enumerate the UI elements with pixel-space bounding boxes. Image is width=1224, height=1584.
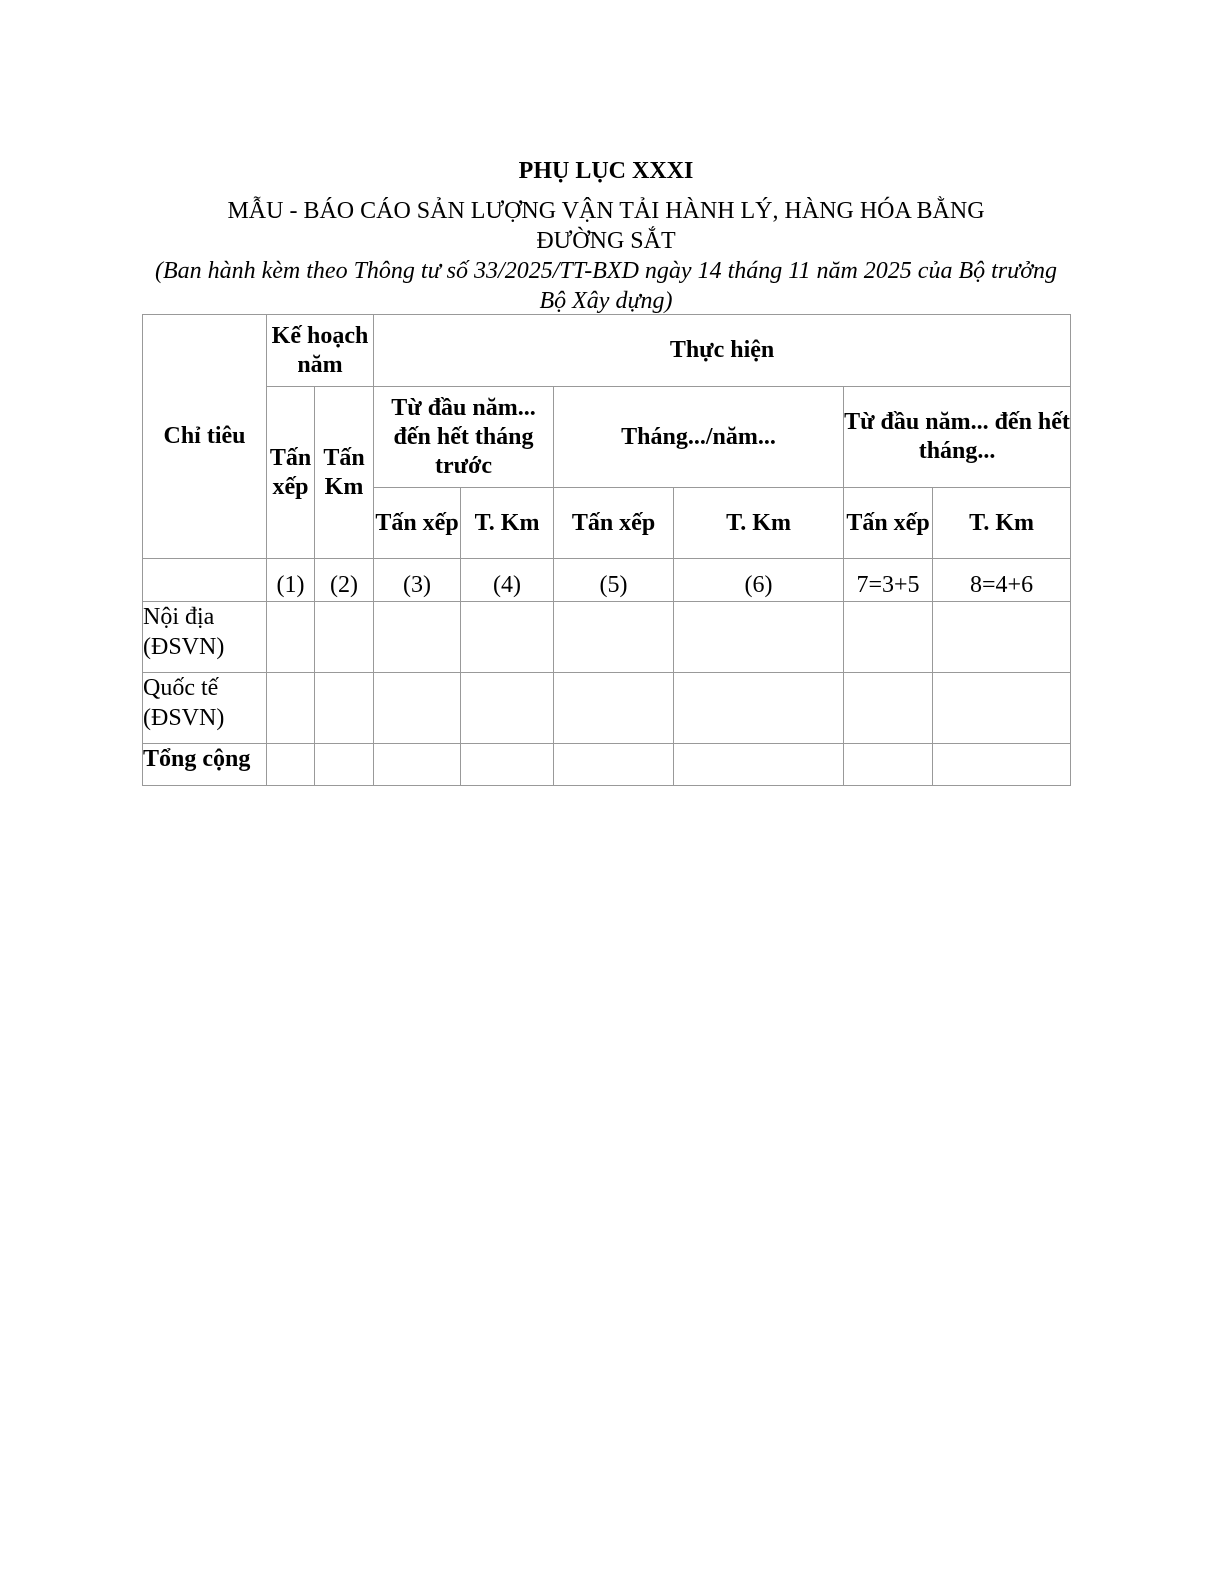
data-cell[interactable]: [267, 602, 315, 673]
data-cell[interactable]: [674, 602, 844, 673]
header-col-tons: Tấn xếp: [554, 488, 674, 559]
column-number: (4): [461, 559, 554, 602]
column-number: (5): [554, 559, 674, 602]
data-cell[interactable]: [374, 602, 461, 673]
header-plan: Kế hoạch năm: [267, 315, 374, 387]
table-row-domestic: [143, 602, 1071, 673]
column-number: (2): [315, 559, 374, 602]
column-number: (3): [374, 559, 461, 602]
table-row-total: [143, 744, 1071, 786]
table-row-international: [143, 673, 1071, 744]
appendix-heading: PHỤ LỤC XXXI: [518, 158, 694, 184]
document-subtitle: (Ban hành kèm theo Thông tư số 33/2025/TT-BXD ngày 14 tháng 11 năm 2025 của Bộ trưởng Bộ Xây dựng): [154, 258, 1058, 314]
column-number: (6): [674, 559, 844, 602]
column-number: 7=3+5: [844, 559, 933, 602]
header-col-tons: Tấn xếp: [844, 488, 933, 559]
header-plan-ton-km: Tấn Km: [315, 387, 374, 559]
data-cell[interactable]: [844, 602, 933, 673]
report-table: [142, 314, 1071, 786]
row-label: Nội địa (ĐSVN): [143, 602, 267, 673]
header-plan-tons: Tấn xếp: [267, 387, 315, 559]
header-row-2: [143, 387, 1071, 488]
data-cell[interactable]: [933, 602, 1071, 673]
header-col-ton-km: T. Km: [933, 488, 1071, 559]
header-period-month: Tháng.../năm...: [554, 387, 844, 488]
data-cell[interactable]: [461, 602, 554, 673]
header-period-cumulative: Từ đầu năm... đến hết tháng...: [844, 387, 1071, 488]
data-cell[interactable]: [461, 673, 554, 744]
header-actual: Thực hiện: [374, 315, 1071, 387]
column-number: (1): [267, 559, 315, 602]
data-cell[interactable]: [267, 744, 315, 786]
data-cell[interactable]: [933, 673, 1071, 744]
data-cell[interactable]: [554, 744, 674, 786]
data-cell[interactable]: [844, 673, 933, 744]
header-period-previous: Từ đầu năm... đến hết tháng trước: [374, 387, 554, 488]
row-label: Quốc tế (ĐSVN): [143, 673, 267, 744]
column-number: 8=4+6: [933, 559, 1071, 602]
data-cell[interactable]: [554, 673, 674, 744]
data-cell[interactable]: [674, 744, 844, 786]
data-cell[interactable]: [554, 602, 674, 673]
row-label: Tổng cộng: [143, 744, 267, 786]
data-cell[interactable]: [315, 744, 374, 786]
data-cell[interactable]: [933, 744, 1071, 786]
column-number-row: [143, 559, 1071, 602]
header-indicator: Chỉ tiêu: [143, 315, 267, 559]
data-cell[interactable]: [315, 602, 374, 673]
data-cell[interactable]: [315, 673, 374, 744]
header-col-ton-km: T. Km: [674, 488, 844, 559]
document-title: MẪU - BÁO CÁO SẢN LƯỢNG VẬN TẢI HÀNH LÝ, HÀNG HÓA BẰNG ĐƯỜNG SẮT: [227, 198, 985, 254]
data-cell[interactable]: [374, 673, 461, 744]
header-col-ton-km: T. Km: [461, 488, 554, 559]
data-cell[interactable]: [461, 744, 554, 786]
data-cell[interactable]: [267, 673, 315, 744]
data-cell[interactable]: [844, 744, 933, 786]
data-cell[interactable]: [674, 673, 844, 744]
column-number: [143, 559, 267, 602]
header-row-1: [143, 315, 1071, 387]
data-cell[interactable]: [374, 744, 461, 786]
header-col-tons: Tấn xếp: [374, 488, 461, 559]
